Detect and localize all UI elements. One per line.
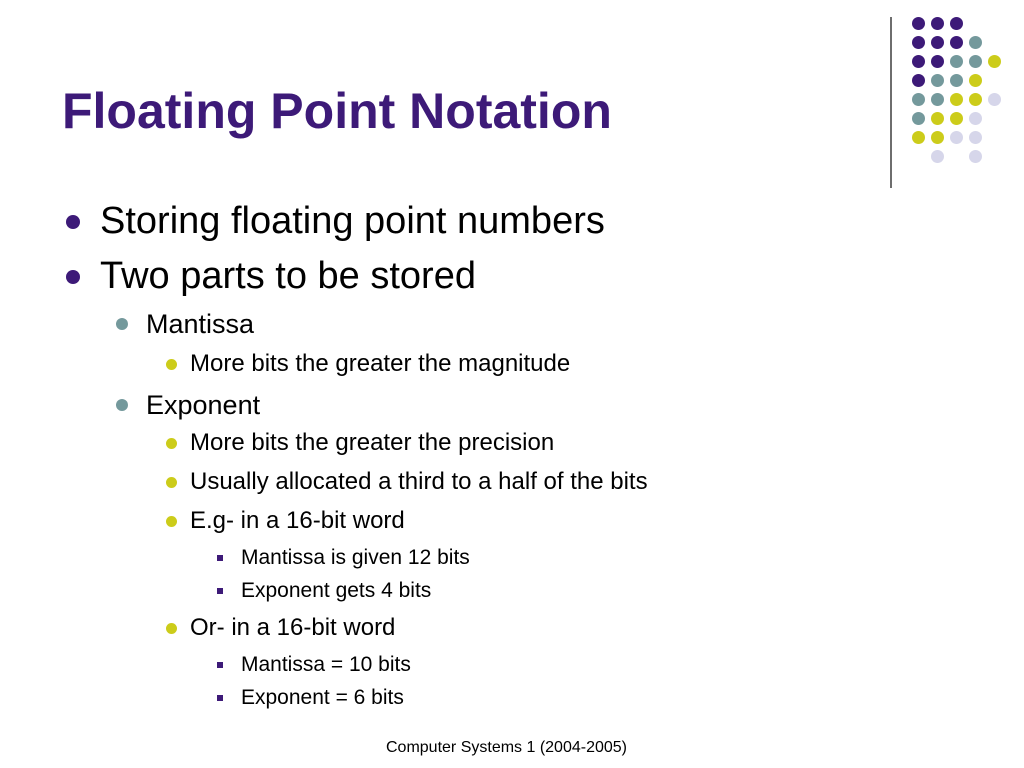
decorative-dot	[988, 93, 1001, 106]
bullet-text: Or- in a 16-bit word	[190, 614, 396, 641]
slide-footer: Computer Systems 1 (2004-2005)	[386, 739, 627, 756]
bullet-marker	[66, 270, 80, 284]
decorative-dot	[950, 131, 963, 144]
decorative-dot	[969, 55, 982, 68]
slide-title: Floating Point Notation	[62, 83, 612, 139]
decorative-dot	[969, 112, 982, 125]
bullet-marker	[166, 359, 177, 370]
decorative-dot	[912, 112, 925, 125]
decorative-dot	[950, 36, 963, 49]
bullet-text: Exponent gets 4 bits	[241, 579, 432, 602]
decorative-dot	[969, 131, 982, 144]
decorative-dot	[969, 150, 982, 163]
decorative-dot	[950, 74, 963, 87]
decorative-dot	[912, 36, 925, 49]
bullet-text: Exponent	[146, 390, 261, 420]
decorative-dot	[950, 93, 963, 106]
decorative-dot	[969, 36, 982, 49]
bullet-marker	[217, 662, 223, 668]
decorative-dot	[950, 112, 963, 125]
bullet-text: Mantissa	[146, 309, 255, 339]
bullet-marker	[166, 623, 177, 634]
bullet-text: Usually allocated a third to a half of the bits	[190, 468, 648, 495]
bullet-text: Mantissa is given 12 bits	[241, 546, 470, 569]
decorative-dot	[988, 55, 1001, 68]
bullet-marker	[166, 477, 177, 488]
bullet-marker	[217, 695, 223, 701]
decorative-dot-grid	[0, 0, 1024, 200]
bullet-text: Exponent = 6 bits	[241, 686, 404, 709]
decorative-dot	[950, 17, 963, 30]
decorative-dot	[931, 17, 944, 30]
decorative-dot	[969, 93, 982, 106]
decorative-dot	[912, 74, 925, 87]
bullet-text: Storing floating point numbers	[100, 200, 605, 242]
decorative-dot	[931, 36, 944, 49]
bullet-text: Two parts to be stored	[100, 255, 476, 297]
bullet-marker	[217, 588, 223, 594]
bullet-marker	[66, 215, 80, 229]
decorative-dot	[931, 131, 944, 144]
decorative-dot	[931, 55, 944, 68]
decorative-dot	[912, 93, 925, 106]
decorative-dot	[950, 55, 963, 68]
decorative-dot	[931, 150, 944, 163]
bullet-text: E.g- in a 16-bit word	[190, 507, 405, 534]
decorative-dot	[931, 93, 944, 106]
decorative-dot	[912, 131, 925, 144]
bullet-marker	[166, 516, 177, 527]
bullet-text: More bits the greater the precision	[190, 429, 555, 456]
bullet-text: Mantissa = 10 bits	[241, 653, 411, 676]
decorative-dot	[931, 112, 944, 125]
decorative-dot	[931, 74, 944, 87]
decorative-dot	[912, 17, 925, 30]
bullet-marker	[116, 318, 128, 330]
bullet-marker	[166, 438, 177, 449]
bullet-marker	[116, 399, 128, 411]
decorative-dot	[912, 55, 925, 68]
decorative-dot	[969, 74, 982, 87]
bullet-marker	[217, 555, 223, 561]
bullet-text: More bits the greater the magnitude	[190, 350, 571, 377]
